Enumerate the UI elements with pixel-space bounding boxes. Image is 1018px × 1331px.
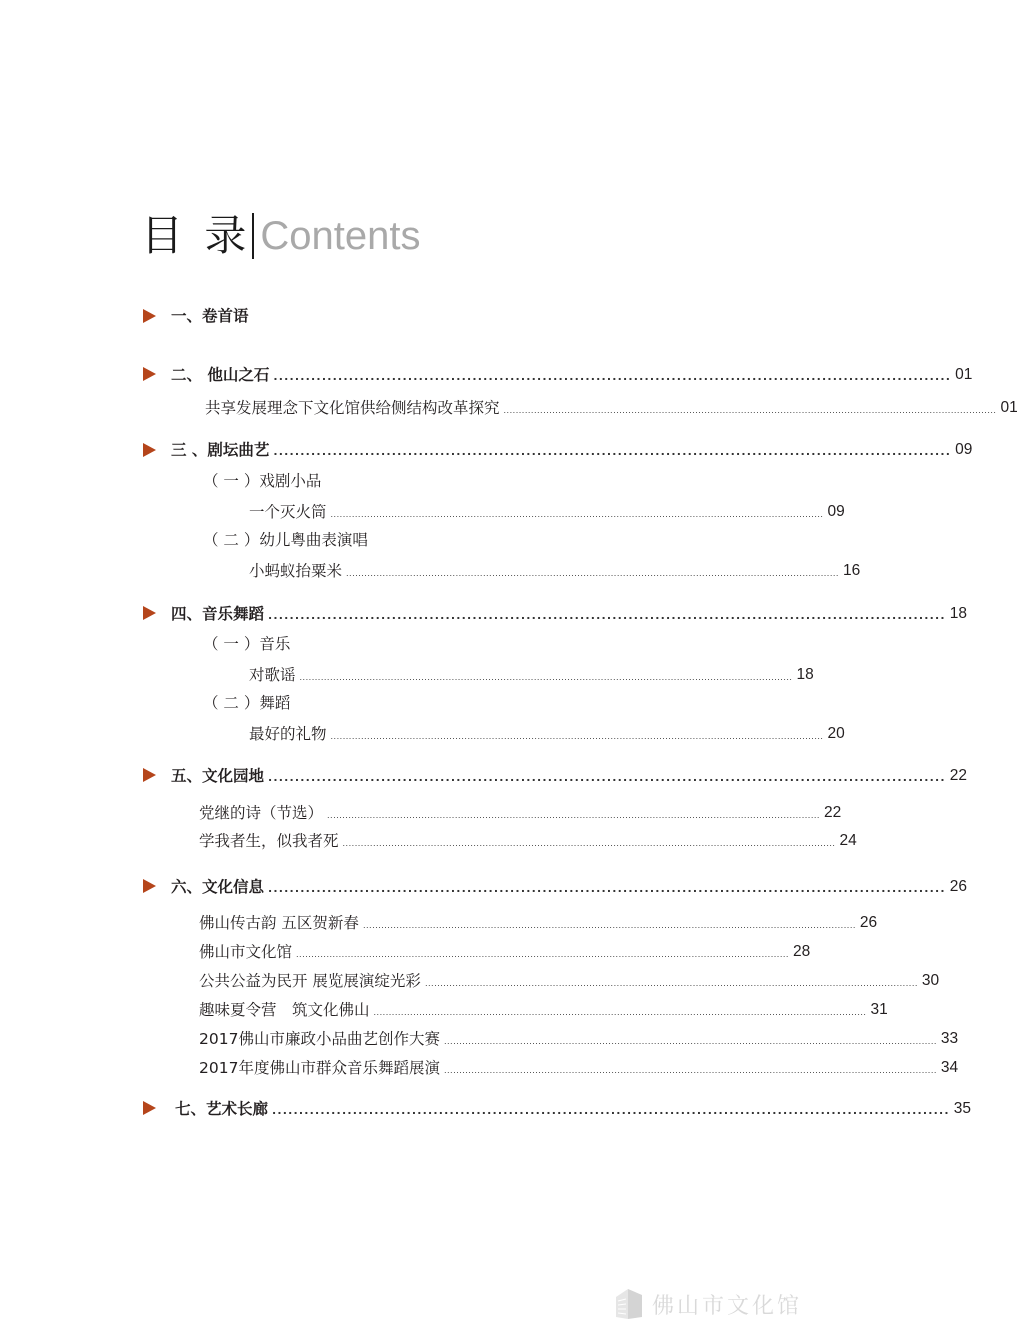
toc-entry-label: 最好的礼物 bbox=[249, 725, 327, 743]
toc-entry[interactable] bbox=[199, 1027, 959, 1049]
toc-entry-label: 小蚂蚁抬粟米 bbox=[249, 562, 343, 580]
toc-section-6[interactable] bbox=[171, 875, 967, 897]
leader-dots: .............................................................................................................................. bbox=[273, 445, 952, 458]
toc-entry[interactable] bbox=[205, 396, 1018, 418]
title-divider bbox=[252, 213, 254, 259]
toc-section-label: 二、 他山之石 bbox=[171, 366, 270, 384]
toc-page-number: 35 bbox=[953, 1100, 971, 1117]
toc-page-number: 22 bbox=[823, 804, 842, 821]
leader-dots: .................................................................................................................................................................. bbox=[330, 732, 824, 741]
toc-entry[interactable] bbox=[199, 911, 878, 933]
toc-section-label: 六、文化信息 bbox=[171, 878, 265, 896]
toc-page-number: 09 bbox=[955, 441, 973, 458]
toc-entry[interactable] bbox=[249, 500, 845, 522]
toc-page-number: 34 bbox=[940, 1059, 959, 1076]
toc-section-label: 一、卷首语 bbox=[171, 307, 249, 325]
arrow-icon bbox=[143, 606, 156, 620]
toc-section-5[interactable] bbox=[171, 764, 967, 786]
toc-page-number: 18 bbox=[949, 605, 967, 622]
toc-page-number: 24 bbox=[839, 832, 857, 849]
toc-section-label: 五、文化园地 bbox=[171, 767, 265, 785]
leader-dots: .................................................................................................................................................................. bbox=[373, 1008, 867, 1017]
leader-dots: .................................................................................................................................................................. bbox=[443, 1066, 937, 1075]
leader-dots: .................................................................................................................................................................. bbox=[424, 979, 918, 988]
toc-page-number: 30 bbox=[921, 972, 940, 989]
leader-dots: .................................................................................................................................................................. bbox=[296, 950, 789, 959]
arrow-icon bbox=[143, 768, 156, 782]
toc-entry-label: 佛山传古韵 五区贺新春 bbox=[199, 914, 359, 932]
leader-dots: .................................................................................................................................................................. bbox=[330, 510, 824, 519]
leader-dots: .............................................................................................................................. bbox=[273, 370, 952, 383]
toc-entry[interactable] bbox=[249, 663, 814, 685]
toc-entry-label: 公共公益为民开 展览展演绽光彩 bbox=[199, 972, 421, 990]
toc-subgroup: （ 二 ）幼儿粤曲表演唱 bbox=[203, 531, 368, 549]
arrow-icon bbox=[143, 443, 156, 457]
toc-page-number: 26 bbox=[949, 878, 967, 895]
leader-dots: .................................................................................................................................................................. bbox=[327, 811, 820, 820]
toc-entry-label: 一个灭火筒 bbox=[249, 503, 327, 521]
watermark bbox=[614, 1284, 802, 1324]
page-title bbox=[141, 208, 420, 264]
leader-dots: .............................................................................................................................. bbox=[272, 1104, 950, 1117]
toc-page-number: 22 bbox=[949, 767, 967, 784]
title-chinese: 目 录 bbox=[141, 211, 251, 260]
toc-section-label: 七、艺术长廊 bbox=[175, 1100, 269, 1118]
toc-page-number: 28 bbox=[792, 943, 811, 960]
toc-entry[interactable] bbox=[249, 559, 861, 581]
toc-entry[interactable] bbox=[199, 998, 888, 1020]
arrow-icon bbox=[143, 879, 156, 893]
toc-entry-label: 2017佛山市廉政小品曲艺创作大赛 bbox=[199, 1030, 440, 1048]
building-logo-icon bbox=[614, 1287, 644, 1321]
leader-dots: .................................................................................................................................................................. bbox=[443, 1037, 937, 1046]
toc-subgroup: （ 一 ）音乐 bbox=[203, 635, 291, 653]
toc-page-number: 18 bbox=[796, 666, 814, 683]
toc-entry-label: 学我者生，似我者死 bbox=[199, 832, 339, 850]
arrow-icon bbox=[143, 1101, 156, 1115]
toc-entry[interactable] bbox=[199, 829, 857, 851]
toc-subgroup: （ 一 ）戏剧小品 bbox=[203, 472, 322, 490]
leader-dots: .............................................................................................................................. bbox=[268, 609, 946, 622]
toc-page-number: 33 bbox=[940, 1030, 959, 1047]
toc-section-3[interactable] bbox=[171, 438, 973, 460]
toc-entry-label: 趣味夏令营 筑文化佛山 bbox=[199, 1001, 370, 1019]
title-english: Contents bbox=[260, 214, 421, 258]
toc-page-number: 26 bbox=[859, 914, 878, 931]
toc-page-number: 20 bbox=[827, 725, 845, 742]
toc-page-number: 01 bbox=[955, 366, 973, 383]
leader-dots: .................................................................................................................................................................. bbox=[362, 921, 856, 930]
toc-subgroup: （ 二 ）舞蹈 bbox=[203, 694, 291, 712]
leader-dots: .................................................................................................................................................................. bbox=[299, 673, 793, 682]
toc-section-2[interactable] bbox=[171, 363, 973, 385]
arrow-icon bbox=[143, 367, 156, 381]
leader-dots: .................................................................................................................................................................. bbox=[342, 839, 836, 848]
toc-entry[interactable] bbox=[199, 969, 940, 991]
toc-section-7[interactable] bbox=[175, 1097, 971, 1119]
toc-entry-label: 佛山市文化馆 bbox=[199, 943, 293, 961]
leader-dots: .................................................................................................................................................................. bbox=[503, 406, 997, 415]
leader-dots: .............................................................................................................................. bbox=[268, 882, 946, 895]
leader-dots: .................................................................................................................................................................. bbox=[346, 569, 839, 578]
toc-section-1[interactable] bbox=[171, 304, 361, 326]
toc-entry-label: 对歌谣 bbox=[249, 666, 296, 684]
toc-section-4[interactable] bbox=[171, 602, 967, 624]
toc-entry-label: 2017年度佛山市群众音乐舞蹈展演 bbox=[199, 1059, 440, 1077]
toc-page-number: 01 bbox=[1000, 399, 1018, 416]
toc-entry[interactable] bbox=[199, 940, 811, 962]
toc-entry[interactable] bbox=[199, 1056, 959, 1078]
toc-section-label: 四、音乐舞蹈 bbox=[171, 605, 265, 623]
leader-dots: .............................................................................................................................. bbox=[268, 771, 946, 784]
toc-section-label: 三 、剧坛曲艺 bbox=[171, 441, 270, 459]
toc-entry[interactable] bbox=[199, 801, 842, 823]
arrow-icon bbox=[143, 309, 156, 323]
toc-page-number: 09 bbox=[827, 503, 845, 520]
toc-entry-label: 党继的诗（节选） bbox=[199, 804, 324, 822]
toc-page-number: 16 bbox=[842, 562, 861, 579]
toc-entry-label: 共享发展理念下文化馆供给侧结构改革探究 bbox=[205, 399, 500, 417]
watermark-text: 佛山市文化馆 bbox=[652, 1293, 803, 1319]
toc-entry[interactable] bbox=[249, 722, 845, 744]
toc-page-number: 31 bbox=[870, 1001, 888, 1018]
